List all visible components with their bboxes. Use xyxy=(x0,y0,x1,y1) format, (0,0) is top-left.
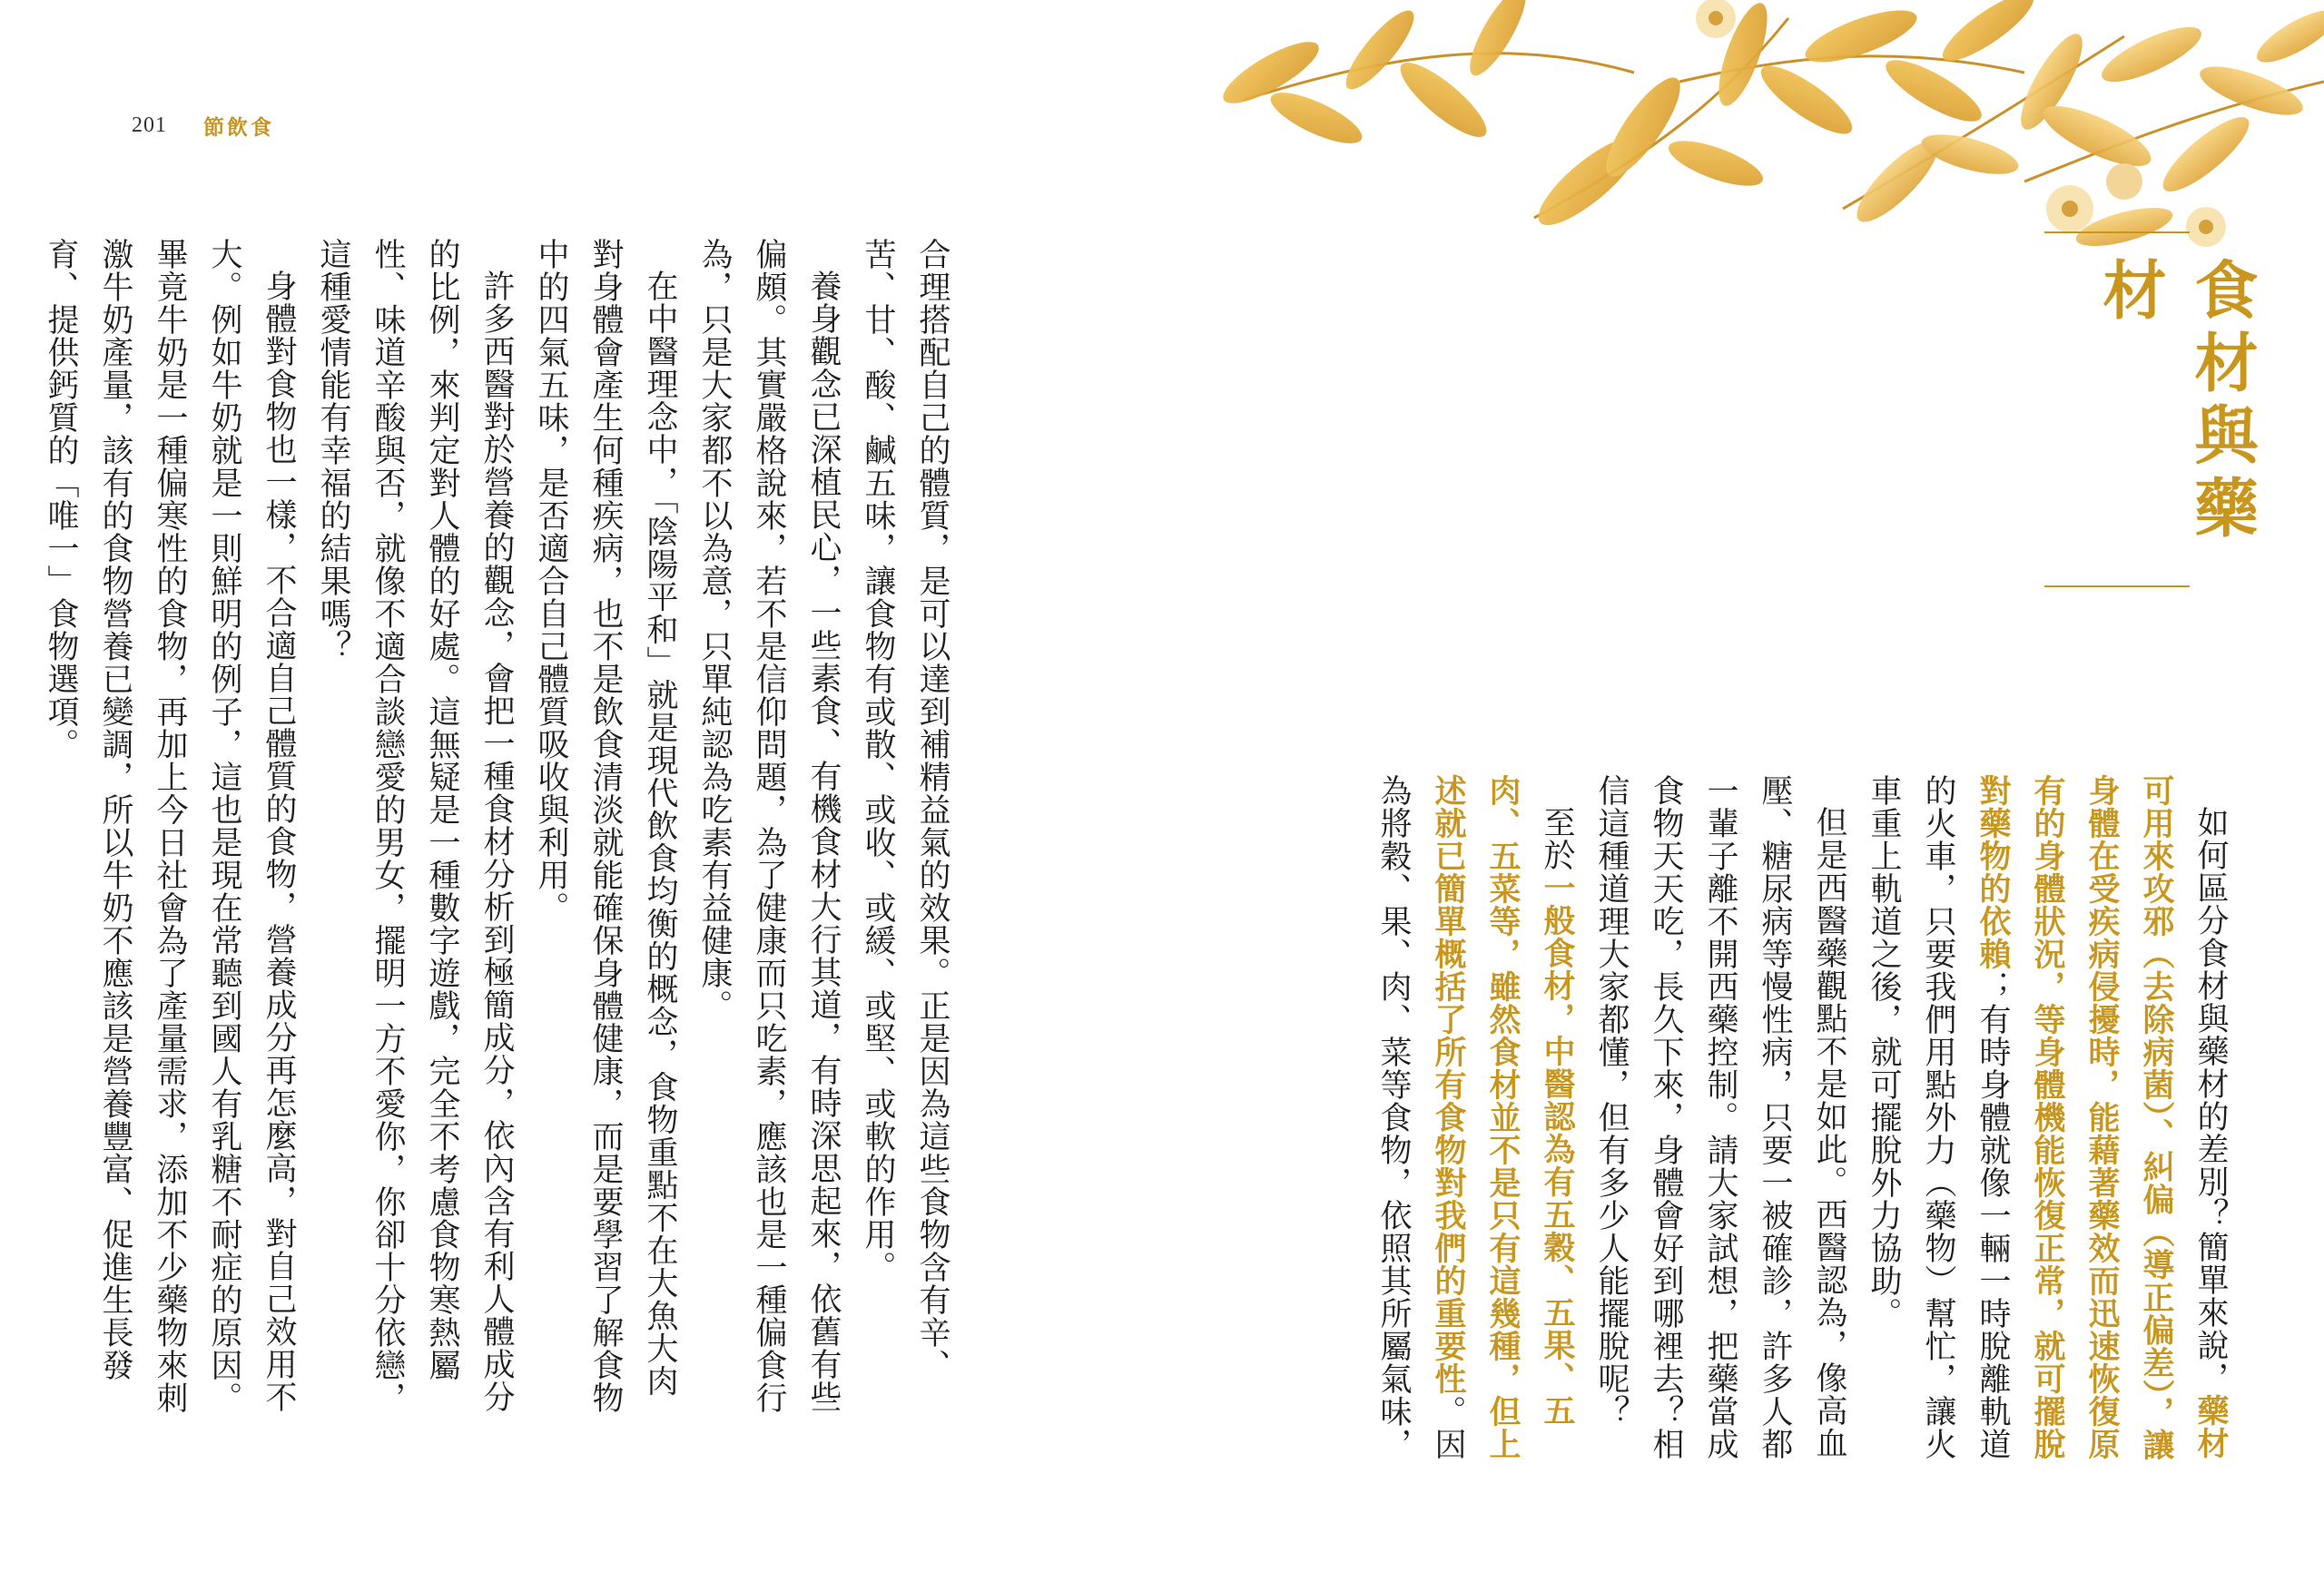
text-run: 至於 xyxy=(1539,806,1575,871)
chapter-title: 食材與藥材 xyxy=(2093,257,2259,547)
page-number: 201 xyxy=(132,113,167,137)
paragraph xyxy=(1856,774,2238,1482)
right-page-body xyxy=(1321,774,2238,1482)
paragraph xyxy=(1366,774,1584,1482)
running-title: 節飲食 xyxy=(203,115,274,140)
paragraph: 許多西醫對於營養的觀念，會把一種食材分析到極簡成分，依內含有利人體成分的比例，來判定對人體的好處。這無疑是一種數字遊戲，完全不考慮食物寒熱屬性、味道辛酸與否，就像不適合談戀愛的男女，擺明一方不愛你，你卻十分依戀，這種愛情能有幸福的結果嗎？ xyxy=(315,238,515,1414)
text-run: 如何區分食材與藥材的差別？簡單來說， xyxy=(2192,806,2229,1394)
chapter-title-block xyxy=(2044,231,2259,587)
paragraph: 養身觀念已深植民心，一些素食、有機食材大行其道，有時深思起來，依舊有些偏頗。其實嚴格說來，若不是信仰問題，為了健康而只吃素，應該也是一種偏食行為，只是大家都不以為意，只單純認為吃素有益健康。 xyxy=(696,238,842,1414)
paragraph: 合理搭配自己的體質，是可以達到補精益氣的效果。正是因為這些食物含有辛、苦、甘、酸、鹹五味，讓食物有或散、或收、或緩、或堅、或軟的作用。 xyxy=(860,238,950,1381)
highlighted-text: 一般食材，中醫認為有五穀、五果、五肉、五菜等，雖然食材並不是只有這幾種，但上述就已簡單概括了所有食物對我們的重要性 xyxy=(1430,774,1576,1460)
paragraph: 但是西醫藥觀點不是如此。西醫認為，像高血壓、糖尿病等慢性病，只要一被確診，許多人都一輩子離不開西藥控制。請大家試想，把藥當成食物天天吃，長久下來，身體會好到哪裡去？相信這種道理大家都懂，但有多少人能擺脫呢？ xyxy=(1593,774,1847,1460)
highlighted-text: 藥材可用來攻邪（去除病菌）、糾偏（導正偏差），讓身體在受疾病侵擾時，能藉著藥效而迅速恢復原有的身體狀況，等身體機能恢復正常，就可擺脫對藥物的依賴 xyxy=(1974,774,2230,1461)
page-header xyxy=(132,111,274,141)
text-run: 。因為將穀、果、肉、菜等食物，依照其所屬氣味， xyxy=(1375,774,1466,1460)
title-rule-bottom xyxy=(2044,585,2190,587)
title-rule-top xyxy=(2044,231,2190,233)
text-run: ；有時身體就像一輛一時脫離軌道的火車，只要我們用點外力（藥物）幫忙，讓火車重上軌道之後，就可擺脫外力協助。 xyxy=(1866,774,2011,1460)
left-page-body xyxy=(43,238,960,1418)
paragraph: 在中醫理念中，「陰陽平和」就是現代飲食均衡的概念，食物重點不在大魚大肉對身體會產生何種疾病，也不是飲食清淡就能確保身體健康，而是要學習了解食物中的四氣五味，是否適合自己體質吸收與利用。 xyxy=(533,238,678,1414)
paragraph: 身體對食物也一樣，不合適自己體質的食物，營養成分再怎麼高，對自己效用不大。例如牛奶就是一則鮮明的例子，這也是現在常聽到國人有乳糖不耐症的原因。畢竟牛奶是一種偏寒性的食物，再加上今日社會為了產量需求，添加不少藥物來刺激牛奶產量，該有的食物營養已變調，所以牛奶不應該是營養豐富、促進生長發育、提供鈣質的「唯一」食物選項。 xyxy=(43,238,297,1414)
